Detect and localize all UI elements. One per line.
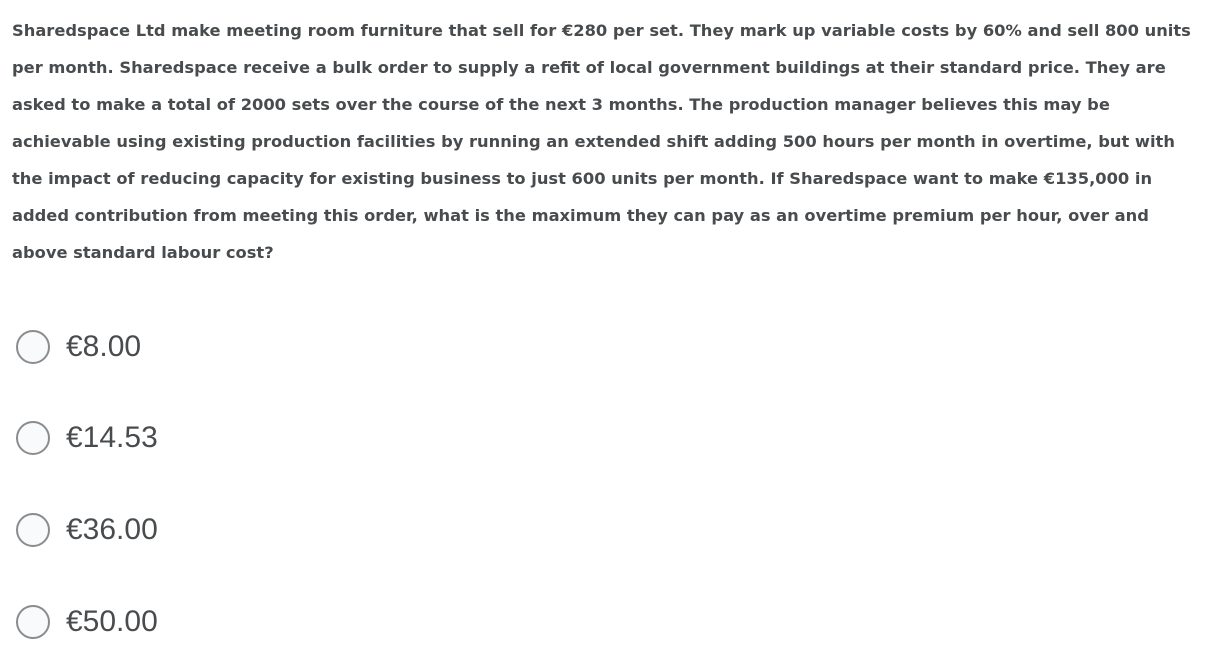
choice-label[interactable]: €36.00 xyxy=(66,513,158,546)
choice-option-4[interactable] xyxy=(16,602,158,642)
choice-label[interactable]: €14.53 xyxy=(66,421,158,454)
choice-option-3[interactable] xyxy=(16,510,158,550)
radio-button[interactable] xyxy=(16,330,50,364)
radio-button[interactable] xyxy=(16,421,50,455)
choice-label[interactable]: €50.00 xyxy=(66,605,158,638)
question-text: Sharedspace Ltd make meeting room furniture that sell for €280 per set. They mark up variable costs by 60% and sell 800 units per month. Sharedspace receive a bulk order to supply a refit of local government buildings at their standard price. They are asked to make a total of 2000 sets over the course of the next 3 months. The production manager believes this may be achievable using existing production facilities by running an extended shift adding 500 hours per month in overtime, but with the impact of reducing capacity for existing business to just 600 units per month. If Sharedspace want to make €135,000 in added contribution from meeting this order, what is the maximum they can pay as an overtime premium per hour, over and above standard labour cost? xyxy=(12,21,1191,262)
choice-label[interactable]: €8.00 xyxy=(66,330,142,363)
choice-option-1[interactable] xyxy=(16,327,141,367)
radio-button[interactable] xyxy=(16,605,50,639)
choice-option-2[interactable] xyxy=(16,418,158,458)
radio-button[interactable] xyxy=(16,513,50,547)
